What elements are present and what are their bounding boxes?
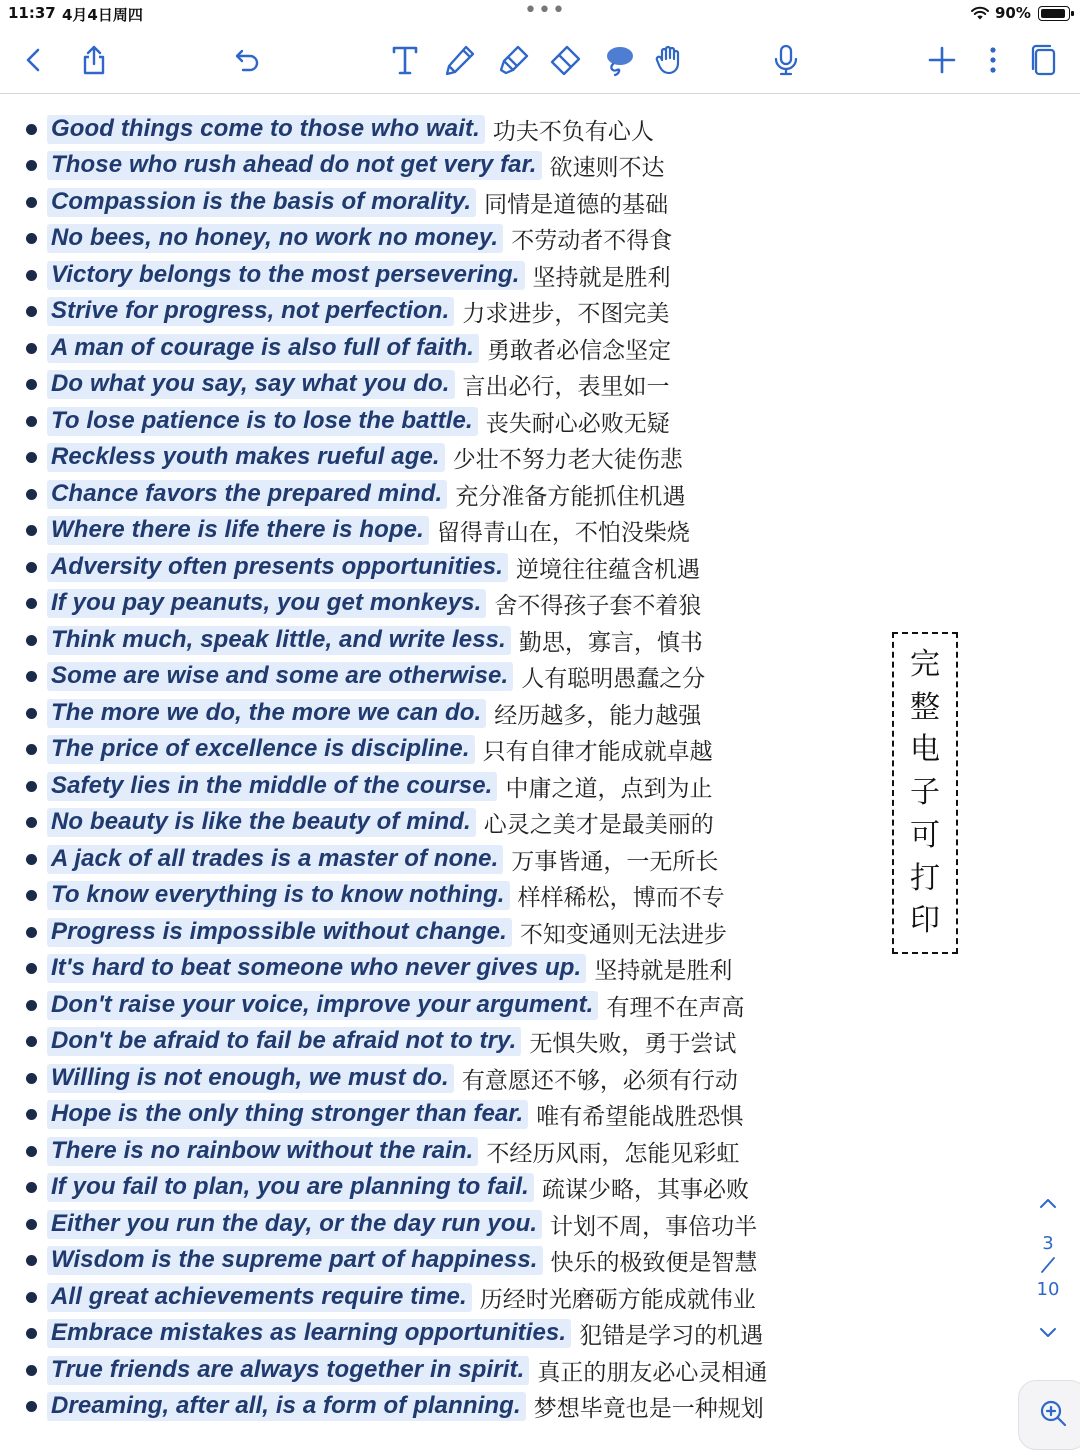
bullet-icon [26, 562, 37, 573]
stamp-char: 可 [910, 817, 940, 853]
bullet-icon [26, 1000, 37, 1011]
total-pages: 10 [1036, 1279, 1060, 1300]
bullet-icon [26, 744, 37, 755]
text-icon[interactable] [383, 38, 427, 82]
quote-chinese: 梦想毕竟也是一种规划 [533, 1396, 764, 1423]
quote-item[interactable] [26, 294, 886, 331]
bullet-icon [26, 1401, 37, 1412]
quote-english: Wisdom is the supreme part of happiness. [47, 1246, 543, 1275]
quote-english: Hope is the only thing stronger than fear. [47, 1100, 528, 1129]
bullet-icon [26, 1328, 37, 1339]
quote-item[interactable] [26, 257, 886, 294]
quote-english: Progress is impossible without change. [47, 918, 512, 947]
quote-chinese: 人有聪明愚蠢之分 [521, 666, 706, 693]
bullet-icon [26, 671, 37, 682]
quote-english: Dreaming, after all, is a form of planning. [47, 1392, 526, 1421]
bullet-icon [26, 1255, 37, 1266]
share-icon[interactable] [72, 38, 116, 82]
quote-chinese: 计划不周，事倍功半 [550, 1213, 758, 1240]
quote-english: Don't raise your voice, improve your argument. [47, 991, 598, 1020]
quote-item[interactable] [26, 1243, 886, 1280]
quote-english: All great achievements require time. [47, 1283, 472, 1312]
zoom-in-icon [1038, 1398, 1068, 1432]
quote-item[interactable] [26, 914, 886, 951]
bullet-icon [26, 1073, 37, 1084]
quote-english: True friends are always together in spirit. [47, 1356, 529, 1385]
quote-chinese: 无惧失败，勇于尝试 [529, 1031, 737, 1058]
quote-english: Embrace mistakes as learning opportunities. [47, 1319, 571, 1348]
quote-list [26, 111, 886, 1425]
quote-item[interactable] [26, 951, 886, 988]
bullet-icon [26, 1109, 37, 1120]
quote-item[interactable] [26, 695, 886, 732]
quote-chinese: 有理不在声高 [606, 994, 745, 1021]
bullet-icon [26, 270, 37, 281]
quote-item[interactable] [26, 403, 886, 440]
stamp-char: 电 [910, 732, 940, 768]
quote-item[interactable] [26, 659, 886, 696]
quote-chinese: 不经历风雨，怎能见彩虹 [486, 1140, 740, 1167]
quote-chinese: 少壮不努力老大徒伤悲 [452, 447, 683, 474]
quote-item[interactable] [26, 1060, 886, 1097]
quote-chinese: 中庸之道，点到为止 [505, 775, 713, 802]
bullet-icon [26, 598, 37, 609]
quote-chinese: 言出必行，表里如一 [462, 374, 670, 401]
quote-english: There is no rainbow without the rain. [47, 1137, 478, 1166]
quote-english: A man of courage is also full of faith. [47, 334, 479, 363]
quote-chinese: 勤思，寡言，慎书 [518, 629, 703, 656]
quote-item[interactable] [26, 841, 886, 878]
current-page: 3 [1042, 1233, 1054, 1254]
quote-english: A jack of all trades is a master of none. [47, 845, 503, 874]
quote-item[interactable] [26, 221, 886, 258]
quote-english: To know everything is to know nothing. [47, 881, 510, 910]
quote-chinese: 不劳动者不得食 [511, 228, 673, 255]
page-separator [1038, 1255, 1058, 1275]
stamp-char: 完 [910, 646, 940, 682]
quote-item[interactable] [26, 549, 886, 586]
bullet-icon [26, 1292, 37, 1303]
quote-chinese: 欲速则不达 [549, 155, 665, 182]
quote-chinese: 心灵之美才是最美丽的 [483, 812, 714, 839]
quote-english: To lose patience is to lose the battle. [47, 407, 478, 436]
quote-english: If you pay peanuts, you get monkeys. [47, 589, 486, 618]
more-icon[interactable] [971, 38, 1015, 82]
toolbar [0, 28, 1080, 94]
status-date: 4月4日周四 [62, 6, 143, 24]
bullet-icon [26, 124, 37, 135]
quote-chinese: 坚持就是胜利 [594, 958, 733, 985]
bullet-icon [26, 708, 37, 719]
quote-item[interactable] [26, 440, 886, 477]
bullet-icon [26, 1146, 37, 1157]
quote-chinese: 只有自律才能成就卓越 [482, 739, 713, 766]
quote-chinese: 力求进步，不图完美 [462, 301, 670, 328]
quote-item[interactable] [26, 1316, 886, 1353]
quote-item[interactable] [26, 805, 886, 842]
quote-chinese: 舍不得孩子套不着狼 [494, 593, 702, 620]
quote-chinese: 真正的朋友必心灵相通 [537, 1359, 768, 1386]
quote-english: Strive for progress, not perfection. [47, 297, 454, 326]
quote-english: Compassion is the basis of morality. [47, 188, 476, 217]
quote-item[interactable] [26, 111, 886, 148]
stamp-char: 整 [910, 689, 940, 725]
stamp-char: 子 [910, 775, 940, 810]
battery-icon [1038, 6, 1070, 21]
bullet-icon [26, 635, 37, 646]
quote-english: Those who rush ahead do not get very far. [47, 151, 542, 180]
quote-item[interactable] [26, 622, 886, 659]
status-time: 11:37 [8, 4, 56, 22]
quote-chinese: 唯有希望能战胜恐惧 [536, 1104, 744, 1131]
quote-chinese: 勇敢者必信念坚定 [487, 337, 672, 364]
quote-chinese: 万事皆通，一无所长 [511, 848, 719, 875]
shapes-icon[interactable] [648, 38, 692, 82]
quote-item[interactable] [26, 732, 886, 769]
bullet-icon [26, 927, 37, 938]
quote-item[interactable] [26, 476, 886, 513]
quote-english: Do what you say, say what you do. [47, 370, 455, 399]
quote-item[interactable] [26, 1279, 886, 1316]
quote-english: Where there is life there is hope. [47, 516, 429, 545]
wifi-icon [970, 5, 990, 25]
quote-item[interactable] [26, 1097, 886, 1134]
quote-chinese: 逆境往往蕴含机遇 [515, 556, 700, 583]
bullet-icon [26, 160, 37, 171]
quote-english: The price of excellence is discipline. [47, 735, 475, 764]
quote-chinese: 功夫不负有心人 [492, 118, 654, 145]
quote-english: Safety lies in the middle of the course. [47, 772, 497, 801]
quote-chinese: 有意愿还不够，必须有行动 [461, 1067, 738, 1094]
bullet-icon [26, 525, 37, 536]
quote-item[interactable] [26, 1352, 886, 1389]
quote-english: If you fail to plan, you are planning to fail. [47, 1173, 534, 1202]
quote-chinese: 坚持就是胜利 [532, 264, 671, 291]
quote-english: It's hard to beat someone who never gives up. [47, 954, 586, 983]
status-bar [0, 0, 1080, 28]
bullet-icon [26, 489, 37, 500]
quote-item[interactable] [26, 330, 886, 367]
quote-english: Don't be afraid to fail be afraid not to try. [47, 1027, 521, 1056]
bullet-icon [26, 890, 37, 901]
bullet-icon [26, 817, 37, 828]
eraser-icon[interactable] [543, 38, 587, 82]
plus-icon[interactable] [920, 38, 964, 82]
printable-stamp [892, 632, 958, 954]
bullet-icon [26, 343, 37, 354]
bullet-icon [26, 452, 37, 463]
quote-item[interactable] [26, 1170, 886, 1207]
quote-chinese: 同情是道德的基础 [484, 191, 669, 218]
stamp-char: 印 [910, 903, 940, 939]
bullet-icon [26, 197, 37, 208]
quote-item[interactable] [26, 1206, 886, 1243]
quote-chinese: 充分准备方能抓住机遇 [455, 483, 686, 510]
quote-item[interactable] [26, 1389, 886, 1426]
highlighter-icon[interactable] [492, 38, 536, 82]
quote-english: No beauty is like the beauty of mind. [47, 808, 476, 837]
bullet-icon [26, 306, 37, 317]
bullet-icon [26, 379, 37, 390]
quote-chinese: 留得青山在，不怕没柴烧 [436, 520, 690, 547]
pages-icon[interactable] [1022, 38, 1066, 82]
bullet-icon [26, 1182, 37, 1193]
quote-english: Good things come to those who wait. [47, 115, 485, 144]
multitasking-dots[interactable]: ••• [524, 0, 566, 23]
pen-icon[interactable] [438, 38, 482, 82]
quote-item[interactable] [26, 768, 886, 805]
quote-item[interactable] [26, 513, 886, 550]
quote-english: Reckless youth makes rueful age. [47, 443, 445, 472]
chevron-up-icon[interactable] [1034, 1189, 1062, 1217]
bullet-icon [26, 1365, 37, 1376]
quote-chinese: 犯错是学习的机遇 [579, 1323, 764, 1350]
microphone-icon[interactable] [764, 38, 808, 82]
quote-chinese: 样样稀松，博而不专 [517, 885, 725, 912]
quote-chinese: 丧失耐心必败无疑 [485, 410, 670, 437]
quote-chinese: 经历越多，能力越强 [494, 702, 702, 729]
quote-chinese: 疏谋少略，其事必败 [541, 1177, 749, 1204]
quote-english: Victory belongs to the most persevering. [47, 261, 525, 290]
quote-english: Think much, speak little, and write less. [47, 626, 511, 655]
page-navigator [1022, 1181, 1074, 1341]
bullet-icon [26, 854, 37, 865]
quote-english: Some are wise and some are otherwise. [47, 662, 513, 691]
quote-chinese: 不知变通则无法进步 [519, 921, 727, 948]
bullet-icon [26, 781, 37, 792]
bullet-icon [26, 1036, 37, 1047]
quote-english: Chance favors the prepared mind. [47, 480, 447, 509]
quote-chinese: 快乐的极致便是智慧 [550, 1250, 758, 1277]
quote-item[interactable] [26, 148, 886, 185]
quote-english: No bees, no honey, no work no money. [47, 224, 503, 253]
quote-item[interactable] [26, 878, 886, 915]
document-page[interactable] [0, 95, 1080, 1440]
quote-item[interactable] [26, 1024, 886, 1061]
quote-english: The more we do, the more we can do. [47, 699, 486, 728]
bullet-icon [26, 1219, 37, 1230]
lasso-icon[interactable] [597, 38, 641, 82]
quote-item[interactable] [26, 367, 886, 404]
battery-percent: 90% [995, 4, 1031, 22]
quote-item[interactable] [26, 987, 886, 1024]
bullet-icon [26, 233, 37, 244]
quote-item[interactable] [26, 1133, 886, 1170]
undo-icon[interactable] [226, 38, 270, 82]
quote-english: Willing is not enough, we must do. [47, 1064, 454, 1093]
bullet-icon [26, 416, 37, 427]
chevron-down-icon[interactable] [1034, 1319, 1062, 1347]
quote-chinese: 历经时光磨砺方能成就伟业 [479, 1286, 756, 1313]
chevron-left-icon[interactable] [12, 38, 56, 82]
quote-english: Adversity often presents opportunities. [47, 553, 508, 582]
quote-english: Either you run the day, or the day run you. [47, 1210, 542, 1239]
quote-item[interactable] [26, 184, 886, 221]
quote-item[interactable] [26, 586, 886, 623]
bullet-icon [26, 963, 37, 974]
stamp-char: 打 [910, 860, 940, 896]
